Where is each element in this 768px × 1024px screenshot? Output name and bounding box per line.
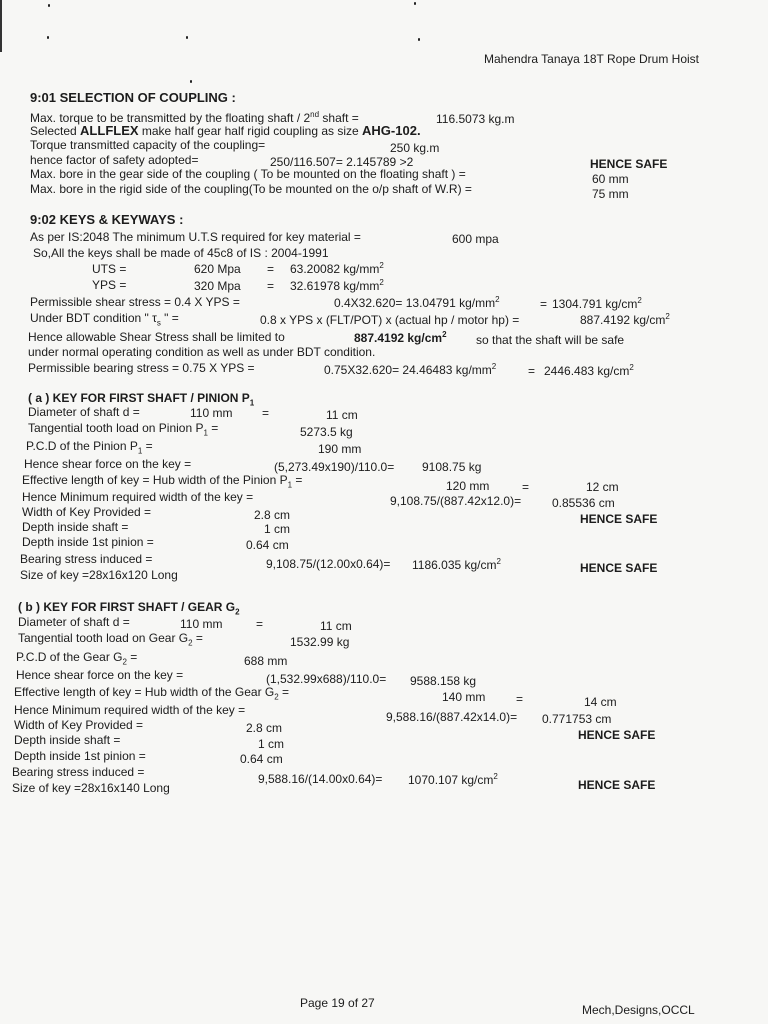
bdt-result (580, 313, 670, 327)
shear-stress-label: Permissible shear stress = 0.4 X YPS = (30, 295, 240, 309)
pinion-subscript: 1 (287, 480, 293, 490)
pcd-label-end: = (126, 650, 138, 664)
allowable-shear-value (354, 331, 447, 345)
width-provided-value: 2.8 cm (254, 508, 291, 522)
squared-sup: 2 (491, 362, 497, 371)
tooth-load-label-text: Tangential tooth load on Gear G (18, 631, 189, 645)
bdt-calc: 0.8 x YPS x (FLT/POT) x (actual hp / motor hp) = (260, 313, 520, 327)
shear-stress-result-text: 1304.791 kg/cm (552, 297, 638, 311)
uts-label: UTS = (92, 262, 127, 276)
effective-length-label-text: Effective length of key = Hub width of the Pinion P (22, 473, 288, 487)
shear-force-value: 9108.75 kg (422, 460, 482, 474)
pinion-subscript: 1 (203, 428, 208, 438)
tooth-load-label-end: = (207, 421, 219, 435)
width-provided-label: Width of Key Provided = (22, 505, 152, 519)
depth-pinion-value: 0.64 cm (240, 752, 283, 766)
squared-sup: 2 (379, 278, 384, 287)
subsection-heading-text: ( b ) KEY FOR FIRST SHAFT / GEAR G (18, 600, 236, 614)
width-provided-label: Width of Key Provided = (14, 718, 144, 732)
capacity-value: 250 kg.m (390, 141, 440, 155)
section-heading: 9:01 SELECTION OF COUPLING : (30, 90, 236, 105)
squared-sup: 2 (629, 363, 634, 372)
pcd-label (26, 439, 153, 456)
equals-sign: = (516, 692, 524, 706)
pcd-value: 190 mm (318, 442, 362, 456)
shear-stress-calc-text: 0.4X32.620= 13.04791 kg/mm (334, 296, 496, 310)
shaft-diameter-label: Diameter of shaft d = (28, 405, 140, 419)
bdt-label-end: " = (160, 311, 179, 325)
torque-value: 116.5073 kg.m (436, 112, 515, 126)
uts-required-value: 600 mpa (452, 232, 499, 246)
squared-sup: 2 (493, 772, 498, 781)
bearing-check-result: HENCE SAFE (578, 778, 656, 792)
shear-force-calc: (5,273.49x190)/110.0= (274, 460, 395, 474)
pcd-label-end: = (142, 439, 153, 453)
bore-rigid-label: Max. bore in the rigid side of the coupling(To be mounted on the o/p shaft of W.R) = (30, 182, 472, 196)
shear-stress-result (552, 297, 642, 311)
bearing-stress-result-text: 2446.483 kg/cm (544, 364, 630, 378)
coupling-brand: ALLFLEX (80, 123, 139, 138)
squared-sup: 2 (496, 557, 501, 566)
scan-speck (186, 36, 188, 39)
subsection-heading-text: ( a ) KEY FOR FIRST SHAFT / PINION P (28, 391, 250, 405)
equals-sign: = (267, 262, 275, 276)
squared-sup: 2 (379, 261, 384, 270)
equals-sign: = (528, 364, 536, 378)
scan-edge-mark (0, 0, 2, 52)
equals-sign: = (540, 297, 548, 311)
effective-length-mm: 140 mm (442, 690, 486, 704)
bearing-induced-label: Bearing stress induced = (12, 765, 145, 779)
key-size-line: Size of key =28x16x140 Long (12, 781, 170, 795)
pcd-label-text: P.C.D of the Pinion P (26, 439, 138, 453)
depth-shaft-value: 1 cm (264, 522, 291, 536)
document-title: Mahendra Tanaya 18T Rope Drum Hoist (484, 52, 700, 66)
effective-length-cm: 12 cm (586, 480, 619, 494)
bearing-induced-calc: 9,108.75/(12.00x0.64)= (266, 557, 391, 571)
bore-rigid-value: 75 mm (592, 187, 629, 201)
bearing-induced-value (412, 558, 501, 572)
tooth-load-label (28, 421, 219, 438)
scan-speck (418, 38, 420, 41)
gear-subscript: 2 (122, 657, 127, 667)
pcd-label-text: P.C.D of the Gear G (16, 650, 123, 664)
selected-mid: make half gear half rigid coupling as size (141, 124, 359, 138)
gear-subscript: 2 (235, 607, 240, 617)
bdt-label (30, 311, 179, 328)
pinion-subscript: 1 (249, 398, 255, 408)
scan-speck (414, 2, 416, 5)
fos-result: HENCE SAFE (590, 157, 668, 171)
bearing-induced-label: Bearing stress induced = (20, 552, 153, 566)
min-width-label: Hence Minimum required width of the key = (14, 703, 246, 717)
squared-sup: 2 (665, 312, 670, 321)
effective-length-label-text: Effective length of key = Hub width of the Gear G (14, 685, 275, 699)
shear-force-label: Hence shear force on the key = (16, 668, 184, 682)
key-material-line: So,All the keys shall be made of 45c8 of IS : 2004-1991 (33, 246, 329, 260)
torque-label-text: Max. torque to be transmitted by the floating shaft / 2 (30, 111, 311, 125)
shaft-diameter-cm: 11 cm (320, 619, 352, 633)
scan-speck (48, 4, 50, 7)
bearing-induced-value (408, 773, 498, 787)
effective-length-mm: 120 mm (446, 479, 490, 493)
width-check-result: HENCE SAFE (580, 512, 658, 526)
effective-length-label-end: = (292, 473, 303, 487)
width-provided-value: 2.8 cm (246, 721, 283, 735)
min-width-calc: 9,108.75/(887.42x12.0)= (390, 494, 522, 508)
uts-converted-text: 63.20082 kg/mm (290, 262, 380, 276)
allowable-shear-value-text: 887.4192 kg/cm (354, 331, 443, 345)
bore-gear-value: 60 mm (592, 172, 629, 186)
gear-subscript: 2 (274, 692, 279, 702)
shear-stress-calc (334, 296, 500, 310)
capacity-label: Torque transmitted capacity of the coupling= (30, 138, 266, 152)
depth-shaft-label: Depth inside shaft = (14, 733, 121, 747)
min-width-calc: 9,588.16/(887.42x14.0)= (386, 710, 518, 724)
effective-length-label (14, 685, 290, 702)
yps-label: YPS = (92, 278, 127, 292)
scan-speck (190, 80, 192, 83)
subsection-heading (28, 391, 255, 408)
fos-calc: 250/116.507= 2.145789 >2 (270, 155, 414, 169)
uts-value: 620 Mpa (194, 262, 241, 276)
scan-speck (47, 36, 49, 39)
tooth-load-label (18, 631, 203, 648)
section-heading: 9:02 KEYS & KEYWAYS : (30, 212, 184, 227)
depth-shaft-label: Depth inside shaft = (22, 520, 129, 534)
bearing-induced-value-text: 1070.107 kg/cm (408, 773, 494, 787)
bdt-result-text: 887.4192 kg/cm (580, 313, 666, 327)
fos-label: hence factor of safety adopted= (30, 153, 199, 167)
normal-condition-line: under normal operating condition as well as under BDT condition. (28, 345, 376, 359)
effective-length-label (22, 473, 303, 490)
bearing-induced-value-text: 1186.035 kg/cm (412, 558, 497, 572)
min-width-value: 0.771753 cm (542, 712, 612, 726)
allowable-shear-label: Hence allowable Shear Stress shall be limited to (28, 330, 285, 344)
uts-converted (290, 262, 384, 276)
selected-pre: Selected (30, 124, 77, 138)
equals-sign: = (522, 480, 530, 494)
tooth-load-value: 5273.5 kg (300, 425, 353, 439)
bearing-induced-calc: 9,588.16/(14.00x0.64)= (258, 772, 383, 786)
depth-pinion-label: Depth inside 1st pinion = (14, 749, 146, 763)
page-number: Page 19 of 27 (300, 996, 375, 1010)
pcd-label (16, 650, 138, 667)
ordinal-sup: nd (310, 110, 320, 119)
effective-length-cm: 14 cm (584, 695, 617, 709)
pinion-subscript: 1 (137, 446, 143, 456)
allowable-shear-note: so that the shaft will be safe (476, 333, 625, 347)
shaft-diameter-cm: 11 cm (326, 408, 358, 422)
effective-length-label-end: = (278, 685, 290, 699)
uts-required-label: As per IS:2048 The minimum U.T.S required for key material = (30, 230, 361, 244)
depth-pinion-value: 0.64 cm (246, 538, 289, 552)
min-width-value: 0.85536 cm (552, 496, 615, 510)
bearing-check-result: HENCE SAFE (580, 561, 658, 575)
key-size-line: Size of key =28x16x120 Long (20, 568, 178, 582)
equals-sign: = (267, 279, 275, 293)
shaft-diameter-mm: 110 mm (180, 617, 223, 631)
bore-gear-label: Max. bore in the gear side of the coupling ( To be mounted on the floating shaft ) = (30, 167, 466, 181)
pcd-value: 688 mm (244, 654, 288, 668)
yps-converted (290, 279, 384, 293)
coupling-selection (30, 124, 421, 138)
yps-converted-text: 32.61978 kg/mm (290, 279, 380, 293)
bdt-label-text: Under BDT condition " τ (30, 311, 157, 325)
shear-force-value: 9588.158 kg (410, 674, 477, 688)
bearing-stress-label: Permissible bearing stress = 0.75 X YPS = (28, 361, 255, 375)
bearing-stress-result (544, 364, 634, 378)
min-width-label: Hence Minimum required width of the key = (22, 490, 254, 504)
depth-pinion-label: Depth inside 1st pinion = (22, 535, 154, 549)
gear-subscript: 2 (188, 638, 193, 648)
shaft-diameter-mm: 110 mm (190, 406, 233, 420)
torque-label-end: shaft = (322, 111, 359, 125)
depth-shaft-value: 1 cm (258, 737, 285, 751)
footer-organization: Mech,Designs,OCCL (582, 1003, 695, 1017)
shaft-diameter-label: Diameter of shaft d = (18, 615, 130, 629)
squared-sup: 2 (637, 296, 642, 305)
tau-subscript: s (156, 318, 161, 328)
shear-force-calc: (1,532.99x688)/110.0= (266, 672, 387, 686)
bearing-stress-calc (324, 363, 496, 377)
bearing-stress-calc-text: 0.75X32.620= 24.46483 kg/mm (324, 363, 492, 377)
coupling-model: AHG-102. (362, 123, 421, 138)
equals-sign: = (262, 406, 270, 420)
tooth-load-value: 1532.99 kg (290, 635, 350, 649)
subsection-heading (18, 600, 240, 617)
squared-sup: 2 (442, 330, 447, 339)
width-check-result: HENCE SAFE (578, 728, 656, 742)
equals-sign: = (256, 617, 264, 631)
yps-value: 320 Mpa (194, 279, 241, 293)
tooth-load-label-end: = (192, 631, 203, 645)
shear-force-label: Hence shear force on the key = (24, 457, 192, 471)
tooth-load-label-text: Tangential tooth load on Pinion P (28, 421, 204, 435)
squared-sup: 2 (495, 295, 500, 304)
